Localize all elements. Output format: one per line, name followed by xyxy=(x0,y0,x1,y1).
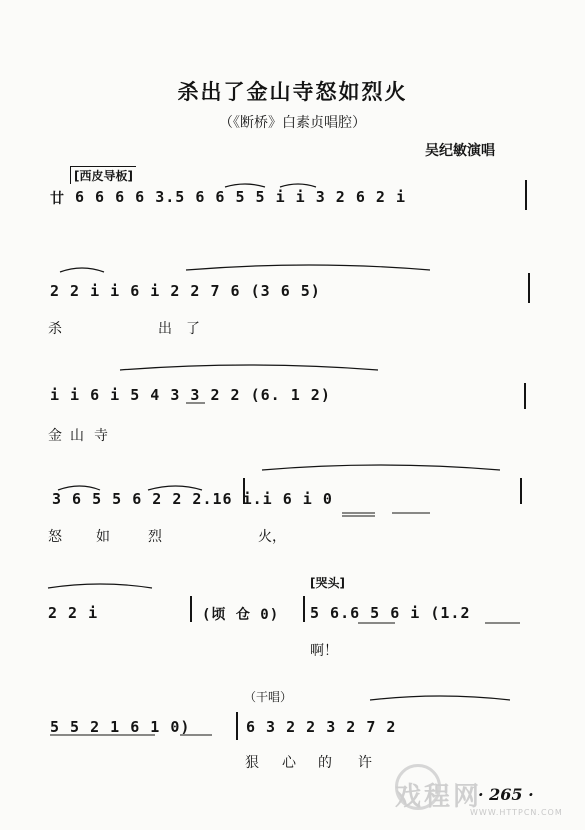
page-number: · 265 · xyxy=(478,785,534,804)
watermark-url: WWW.HTTPCN.COM xyxy=(470,808,563,817)
bar-line xyxy=(520,478,522,504)
percussion-line: (顷 仓 0) xyxy=(202,607,280,623)
bar-line xyxy=(303,596,305,622)
bar-line xyxy=(190,596,192,622)
lyric-char: 如 xyxy=(96,529,110,545)
lyric-char: 心 xyxy=(282,755,296,771)
cry-marking: [哭头] xyxy=(310,576,345,590)
lyric-char: 怒 xyxy=(48,529,62,545)
performer-credit: 吴纪敏演唱 xyxy=(425,143,495,159)
lyric-char: 了 xyxy=(186,321,200,337)
lyric-char: 寺 xyxy=(94,428,108,444)
bar-line xyxy=(528,273,530,303)
lyric-char: 金 xyxy=(48,428,62,444)
notation-line-5-left: 2 2 i xyxy=(48,604,99,622)
lyric-char: 杀 xyxy=(48,321,62,337)
lyric-char: 火， xyxy=(258,529,286,545)
notation-line-2: 2 2 i i 6 i 2 2 7 6 (3 6 5) xyxy=(50,282,321,300)
page-title: 杀出了金山寺怒如烈火 xyxy=(177,80,408,104)
lyric-char: 烈 xyxy=(148,529,162,545)
notation-line-6: 6 3 2 2 3 2 7 2 xyxy=(246,718,397,736)
watermark-text: 戏程网 xyxy=(395,782,483,812)
lyric-char: 的 xyxy=(318,755,332,771)
page-subtitle: （《断桥》白素贞唱腔） xyxy=(219,115,366,131)
notation-line-4: 3 6 5 5 6 2 2 2.16 i.i 6 i 0 xyxy=(52,490,333,508)
free-tempo-sign: 廿 xyxy=(50,191,65,207)
lyric-char: 啊！ xyxy=(310,643,338,659)
lyric-char: 山 xyxy=(70,428,84,444)
unaccompanied-marking: （干唱） xyxy=(244,690,293,704)
notation-line-6-left: 5 5 2 1 6 1 0) xyxy=(50,718,191,736)
lyric-char: 狠 xyxy=(245,755,259,771)
notation-line-1: 6 6 6 6 3.5 6 6 5 5 i i 3 2 6 2 i xyxy=(75,188,407,206)
bar-line xyxy=(236,712,238,740)
lyric-char: 出 xyxy=(158,321,172,337)
notation-line-3: i i 6 i 5 4 3 3 2 2 (6. 1 2) xyxy=(50,386,331,404)
bar-line xyxy=(525,180,527,210)
notation-line-5: 5 6.6 5 6 i (1.2 xyxy=(310,604,471,622)
bar-line xyxy=(524,383,526,409)
lyric-char: 许 xyxy=(358,755,372,771)
tempo-marking: [西皮导板] xyxy=(70,166,136,184)
